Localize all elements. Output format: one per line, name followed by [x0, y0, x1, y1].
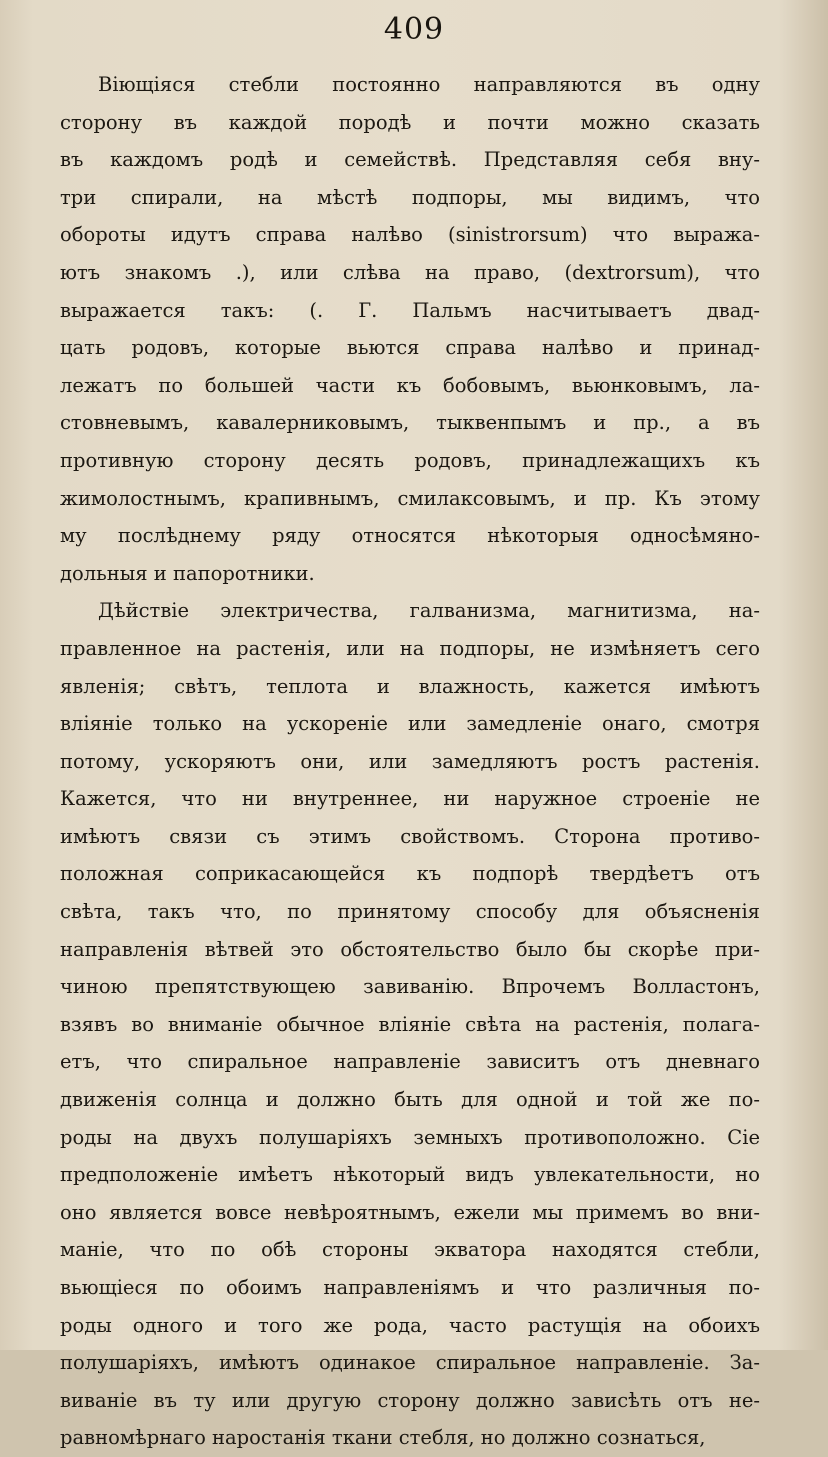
text-line: жимолостнымъ, крапивнымъ, смилаксовымъ, и пр. Къ этому [60, 486, 760, 510]
text-line: равномѣрнаго наростанія ткани стебля, но должно сознаться, [60, 1426, 706, 1450]
text-line: му послѣднему ряду относятся нѣкоторыя односѣмяно- [60, 524, 760, 548]
text-line: цать родовъ, которые вьются справа налѣво и принад- [60, 336, 760, 360]
text-line: потому, ускоряютъ они, или замедляютъ ростъ растенія. [60, 749, 760, 773]
text-line: выражается такъ: (. Г. Пальмъ насчитываетъ двад- [60, 298, 760, 322]
text-line: сторону въ каждой породѣ и почти можно сказать [60, 110, 760, 134]
text-line: свѣта, такъ что, по принятому способу для объясненія [60, 900, 760, 924]
text-line: имѣютъ связи съ этимъ свойствомъ. Сторона противо- [60, 824, 760, 848]
text-line: роды одного и того же рода, часто растущія на обоихъ [60, 1313, 760, 1337]
text-line: взявъ во вниманіе обычное вліяніе свѣта на растенія, полага- [60, 1012, 760, 1036]
text-line: ютъ знакомъ .), или слѣва на право, (dextrorsum), что [60, 260, 760, 284]
text-line: противную сторону десять родовъ, принадлежащихъ къ [60, 448, 760, 472]
text-line: дольныя и папоротники. [60, 561, 315, 585]
text-line: явленія; свѣтъ, теплота и влажность, кажется имѣютъ [60, 674, 760, 698]
text-line: оно является вовсе невѣроятнымъ, ежели мы примемъ во вни- [60, 1200, 760, 1224]
text-line: предположеніе имѣетъ нѣкоторый видъ увлекательности, но [60, 1163, 760, 1187]
text-line: Віющіяся стебли постоянно направляются въ одну [98, 73, 760, 96]
text-line: въ каждомъ родѣ и семействѣ. Представляя себя вну- [60, 148, 760, 172]
text-line: роды на двухъ полушаріяхъ земныхъ противоположно. Сіе [60, 1125, 760, 1149]
text-line: направленія вѣтвей это обстоятельство было бы скорѣе при- [60, 937, 760, 961]
text-line: етъ, что спиральное направленіе зависитъ отъ дневнаго [60, 1050, 760, 1074]
text-line: маніе, что по обѣ стороны экватора находятся стебли, [60, 1238, 760, 1262]
text-line: обороты идутъ справа налѣво (sinistrorsum) что выража- [60, 223, 760, 247]
text-line: правленное на растенія, или на подпоры, не измѣняетъ сего [60, 636, 760, 660]
text-line: Кажется, что ни внутреннее, ни наружное строеніе не [60, 787, 760, 811]
text-line: движенія солнца и должно быть для одной и той же по- [60, 1088, 760, 1112]
text-line: три спирали, на мѣстѣ подпоры, мы видимъ, что [60, 185, 760, 209]
text-line: положная соприкасающейся къ подпорѣ твердѣетъ отъ [60, 862, 760, 886]
text-line: полушаріяхъ, имѣютъ одинакое спиральное направленіе. За- [60, 1351, 760, 1375]
text-line: виваніе въ ту или другую сторону должно зависѣть отъ не- [60, 1388, 760, 1412]
text-line: вьющіеся по обоимъ направленіямъ и что различныя по- [60, 1276, 760, 1299]
text-line: стовневымъ, кавалерниковымъ, тыквенпымъ и пр., а въ [60, 411, 760, 435]
page-body-text [60, 66, 760, 1457]
text-line: чиною препятствующею завиванію. Впрочемъ Волластонъ, [60, 975, 760, 999]
text-line: вліяніе только на ускореніе или замедленіе онаго, смотря [60, 712, 760, 736]
page-number: 409 [383, 12, 445, 47]
text-line: лежатъ по большей части къ бобовымъ, вьюнковымъ, ла- [60, 373, 760, 397]
text-line: Дѣйствіе электричества, галванизма, магнитизма, на- [98, 599, 760, 623]
